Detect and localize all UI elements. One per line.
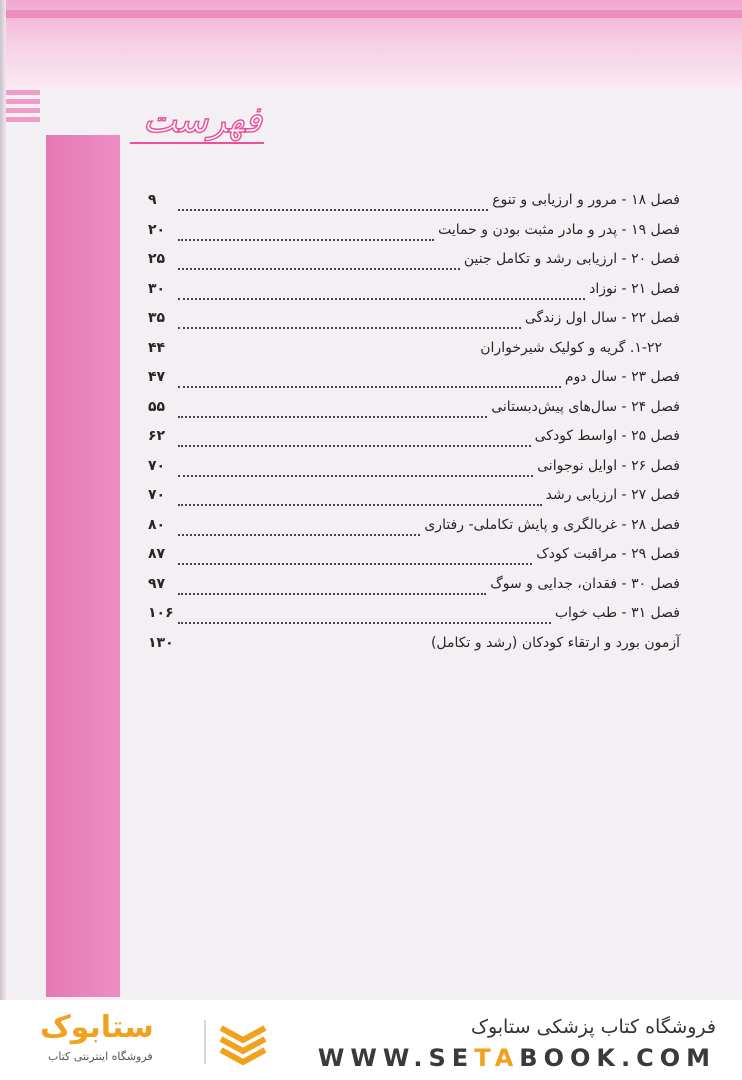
logo-divider	[204, 1020, 206, 1064]
dot-leader	[178, 444, 531, 447]
toc-entry-title: فصل ۲۵ - اواسط کودکی	[534, 428, 680, 444]
url-prefix: WWW.SE	[317, 1044, 475, 1072]
store-logo-tagline: فروشگاه اینترنتی کتاب	[48, 1050, 153, 1063]
dot-leader	[178, 385, 561, 388]
toc-entry[interactable]	[148, 605, 680, 635]
toc-entry-page: ۶۲	[148, 428, 166, 444]
toc-entry-title: فصل ۳۰ - فقدان، جدایی و سوگ	[490, 575, 680, 592]
toc-entry-page: ۱۳۰	[148, 634, 174, 651]
toc-entry-page: ۷۰	[148, 487, 166, 503]
toc-entry-title: فصل ۲۷ - ارزیابی رشد	[545, 487, 680, 503]
toc-entry[interactable]	[148, 399, 680, 429]
toc-entry-title: فصل ۱۹ - پدر و مادر مثبت بودن و حمایت	[438, 221, 680, 238]
toc-entry-page: ۹۷	[148, 575, 166, 592]
toc-entry-title: فصل ۲۲ - سال اول زندگی	[524, 310, 680, 326]
dot-leader	[178, 238, 434, 241]
toc-entry-title: آزمون بورد و ارتقاء کودکان (رشد و تکامل)	[430, 634, 680, 651]
decorative-stripes	[6, 90, 40, 126]
toc-entry-title: فصل ۱۸ - مرور و ارزیابی و تنوع	[492, 192, 680, 208]
toc-entry-title: فصل ۲۶ - اوایل نوجوانی	[537, 457, 680, 474]
toc-entry[interactable]	[148, 517, 680, 547]
toc-entry[interactable]	[148, 310, 680, 340]
title-underline	[130, 142, 264, 144]
toc-entry[interactable]	[148, 281, 680, 311]
toc-entry-page: ۱۰۶	[148, 605, 174, 621]
toc-entry-page: ۳۵	[148, 310, 166, 326]
toc-entry-title: فصل ۲۱ - نوزاد	[589, 280, 680, 297]
store-footer	[0, 1000, 742, 1080]
top-pink-band	[0, 0, 742, 88]
toc-entry-page: ۳۰	[148, 280, 166, 297]
book-stack-logo-icon	[218, 1018, 268, 1068]
store-logo-text[interactable]: ستابوک	[40, 1010, 154, 1045]
dot-leader	[178, 533, 420, 536]
toc-entry-page: ۲۰	[148, 221, 166, 238]
page-title: فهرست	[142, 100, 262, 141]
table-of-contents	[148, 192, 680, 664]
toc-entry[interactable]	[148, 428, 680, 458]
toc-entry[interactable]	[148, 251, 680, 281]
toc-subentry[interactable]	[148, 340, 680, 370]
toc-entry-title: فصل ۲۴ - سال‌های پیش‌دبستانی	[491, 398, 680, 415]
toc-entry-page: ۹	[148, 192, 157, 208]
toc-entry-page: ۸۰	[148, 516, 166, 533]
toc-entry[interactable]	[148, 222, 680, 252]
toc-entry-page: ۷۰	[148, 457, 166, 474]
toc-entry[interactable]	[148, 487, 680, 517]
dot-leader	[178, 415, 487, 418]
toc-entry[interactable]	[148, 576, 680, 606]
toc-entry-title: ۱-۲۲. گریه و کولیک شیرخواران	[480, 339, 662, 356]
toc-entry[interactable]	[148, 369, 680, 399]
dot-leader	[178, 592, 486, 595]
store-url-link[interactable]	[318, 1044, 716, 1072]
url-accent: TA	[474, 1044, 520, 1072]
dot-leader	[178, 297, 585, 300]
dot-leader	[178, 621, 551, 624]
toc-entry[interactable]	[148, 635, 680, 665]
toc-entry-page: ۸۷	[148, 546, 166, 562]
toc-entry-page: ۲۵	[148, 251, 166, 267]
dot-leader	[178, 503, 542, 506]
toc-entry[interactable]	[148, 546, 680, 576]
toc-entry[interactable]	[148, 192, 680, 222]
dot-leader	[178, 562, 532, 565]
dot-leader	[178, 208, 488, 211]
dot-leader	[178, 474, 533, 477]
dot-leader	[178, 267, 460, 270]
toc-entry[interactable]	[148, 458, 680, 488]
toc-entry-page: ۴۷	[148, 369, 166, 385]
url-suffix: BOOK.COM	[519, 1044, 716, 1072]
toc-entry-title: فصل ۳۱ - طب خواب	[554, 605, 680, 621]
decorative-pink-bar	[46, 135, 120, 997]
toc-entry-title: فصل ۲۹ - مراقبت کودک	[536, 546, 680, 562]
toc-entry-title: فصل ۲۸ - غربالگری و پایش تکاملی- رفتاری	[424, 516, 680, 533]
page-spine-shadow	[0, 0, 6, 1000]
dot-leader	[178, 326, 521, 329]
toc-entry-page: ۵۵	[148, 398, 166, 415]
store-name: فروشگاه کتاب پزشکی ستابوک	[470, 1016, 716, 1038]
toc-entry-page: ۴۴	[148, 339, 166, 356]
toc-entry-title: فصل ۲۳ - سال دوم	[564, 369, 680, 385]
toc-entry-title: فصل ۲۰ - ارزیابی رشد و تکامل جنین	[463, 251, 680, 267]
